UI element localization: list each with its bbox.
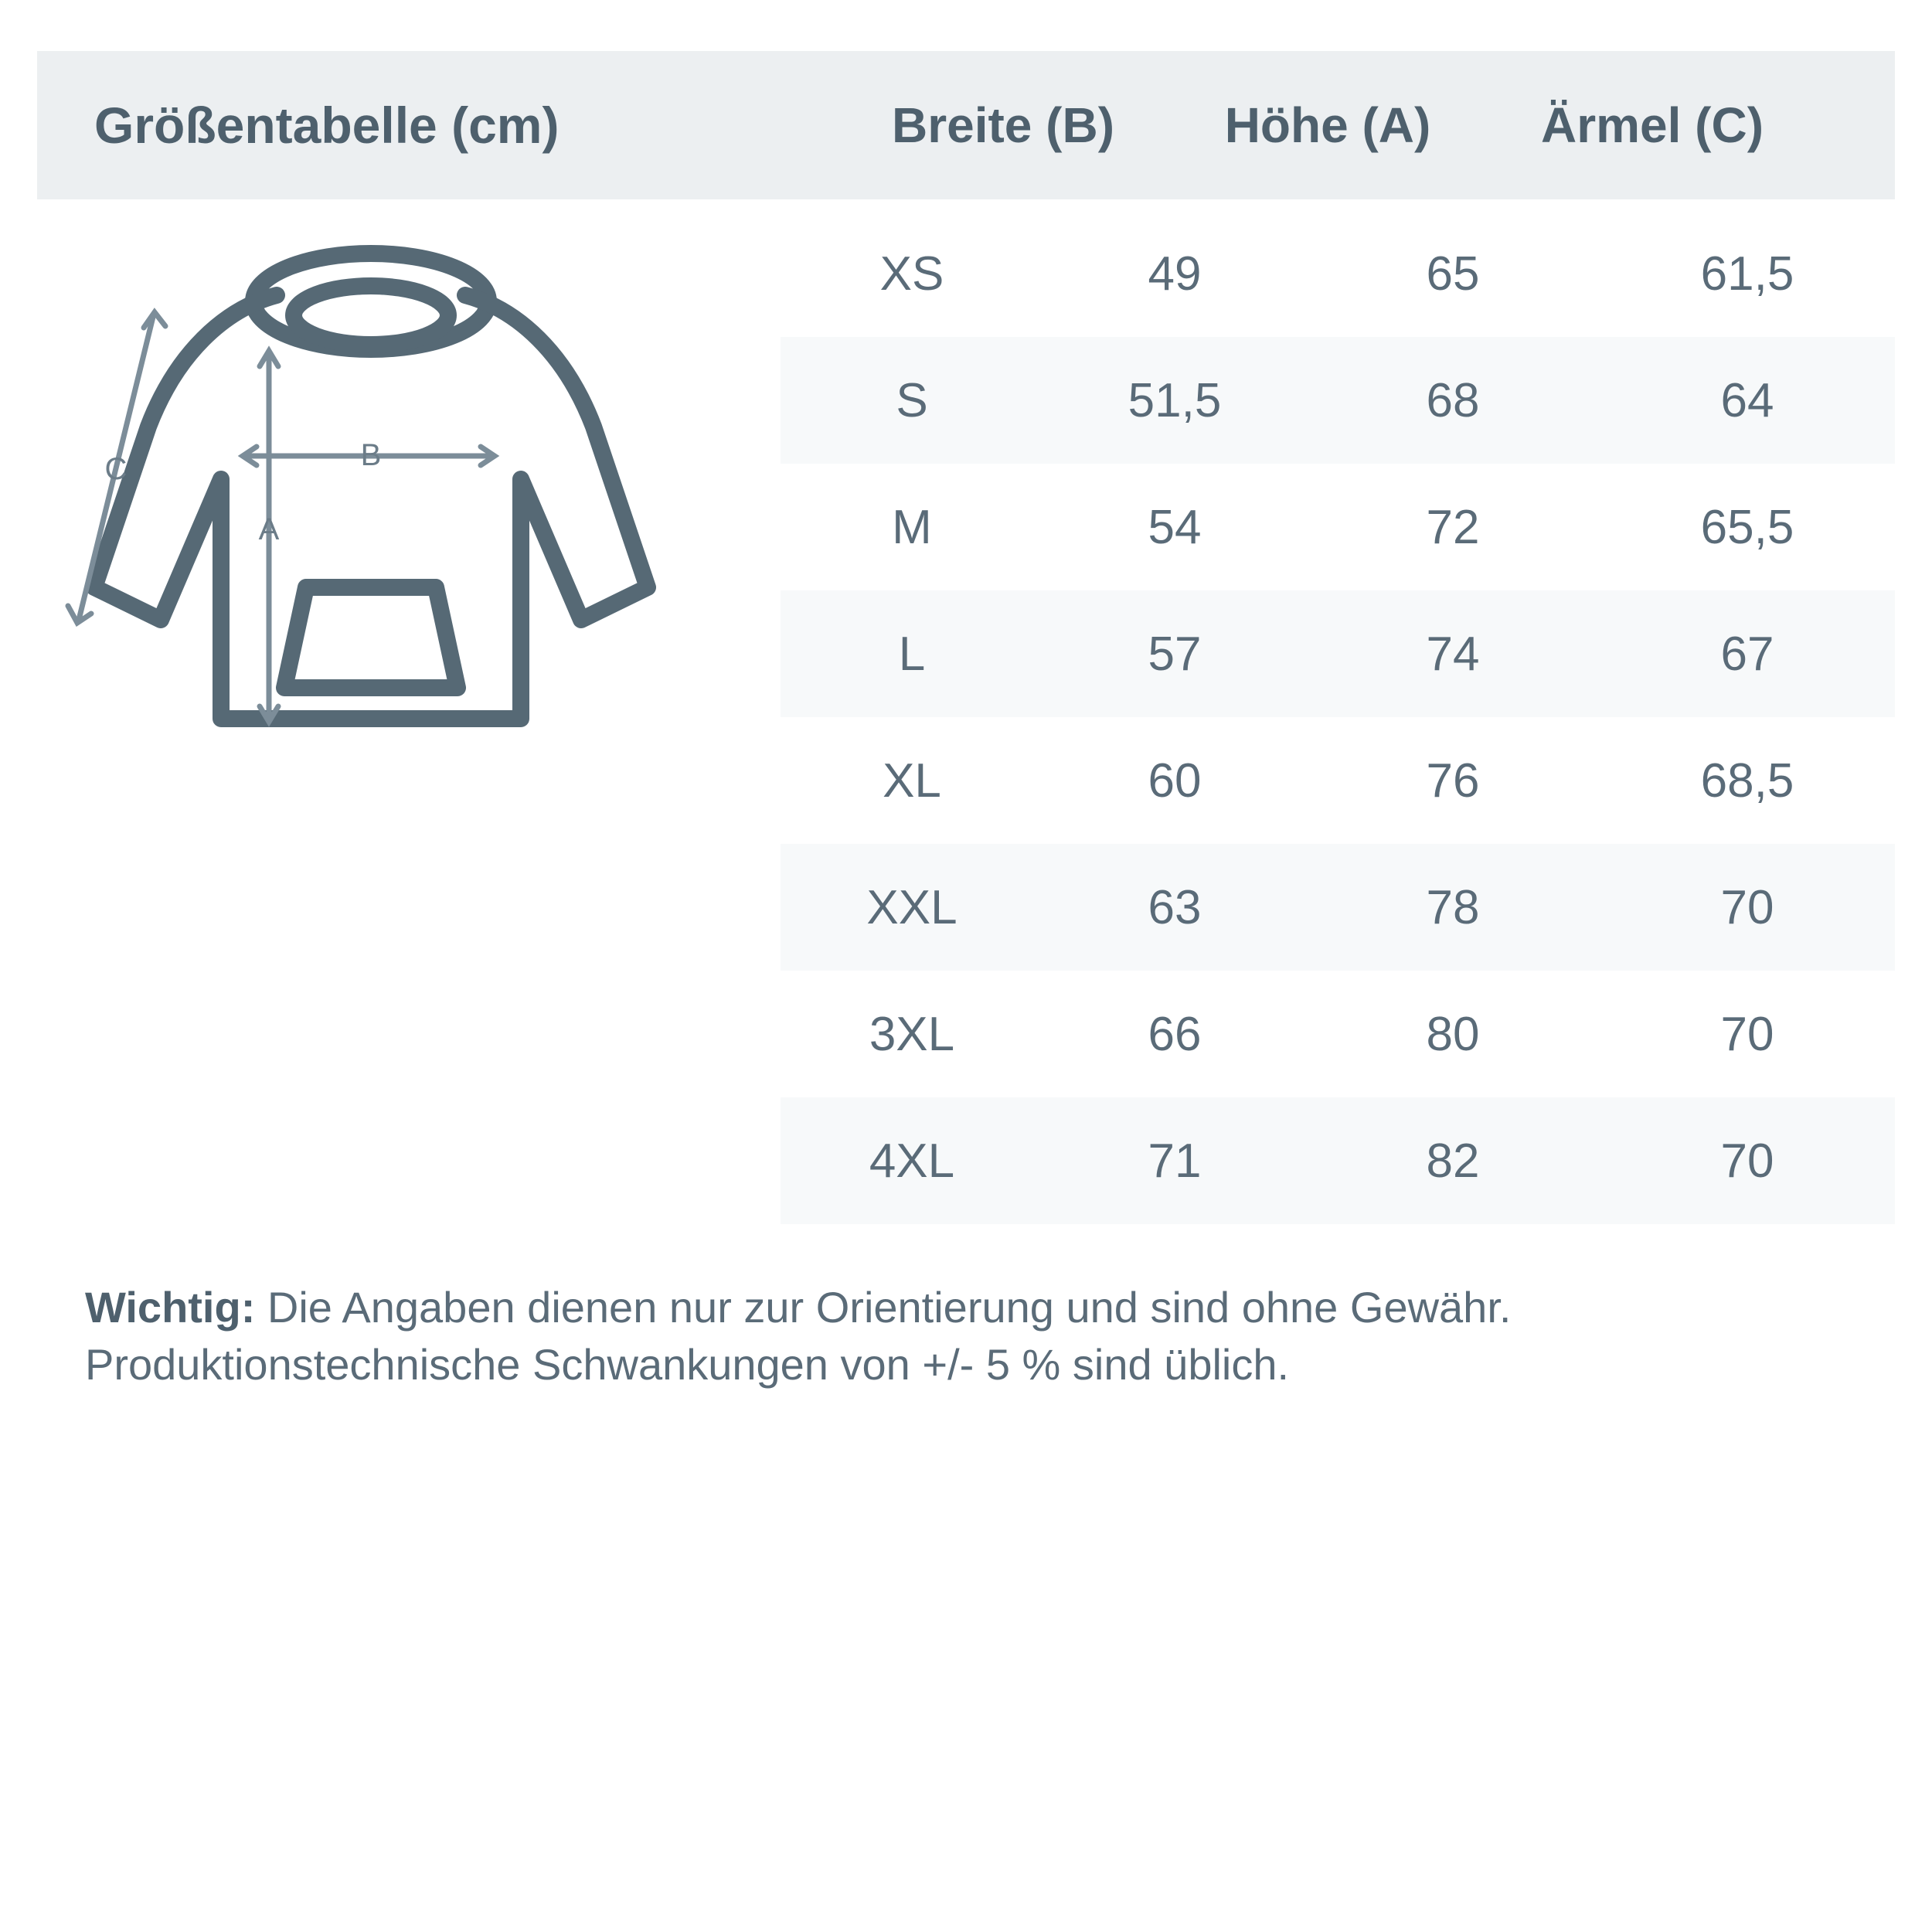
- cell-aermel: 70: [1720, 1134, 1774, 1188]
- footnote-label: Wichtig:: [85, 1283, 256, 1332]
- cell-size: XL: [883, 753, 941, 808]
- column-headers: [825, 51, 1895, 199]
- cell-hoehe: 68: [1426, 373, 1480, 427]
- cell-breite: 51,5: [1128, 373, 1222, 427]
- cell-aermel: 67: [1720, 627, 1774, 681]
- cell-size: 4XL: [869, 1134, 955, 1188]
- cell-size: XS: [879, 247, 944, 301]
- column-header-breite: Breite (B): [891, 97, 1115, 153]
- table-row: [781, 464, 1895, 590]
- cell-size: M: [892, 500, 932, 554]
- cell-aermel: 70: [1720, 1007, 1774, 1061]
- cell-hoehe: 76: [1426, 753, 1480, 808]
- column-header-aermel: Ärmel (C): [1540, 97, 1764, 153]
- table-row: [781, 590, 1895, 717]
- cell-size: S: [896, 373, 928, 427]
- hoodie-diagram: [62, 224, 757, 842]
- cell-breite: 71: [1148, 1134, 1202, 1188]
- footnote-line-1: Die Angaben dienen nur zur Orientierung und sind ohne Gewähr.: [255, 1283, 1512, 1332]
- table-header-band: [37, 51, 1895, 199]
- cell-breite: 63: [1148, 880, 1202, 934]
- table-row: [781, 844, 1895, 971]
- table-row: [781, 717, 1895, 844]
- cell-aermel: 68,5: [1700, 753, 1794, 808]
- cell-breite: 54: [1148, 500, 1202, 554]
- table-row: [781, 971, 1895, 1097]
- footnote-line-2: Produktionstechnische Schwankungen von +/- 5 % sind üblich.: [85, 1339, 1290, 1389]
- cell-breite: 49: [1148, 247, 1202, 301]
- table-row: [781, 1097, 1895, 1224]
- label-b: B: [360, 438, 382, 472]
- table-row: [781, 337, 1895, 464]
- cell-size: XXL: [866, 880, 957, 934]
- cell-aermel: 64: [1720, 373, 1774, 427]
- column-header-hoehe: Höhe (A): [1224, 97, 1431, 153]
- cell-hoehe: 82: [1426, 1134, 1480, 1188]
- page-title: Größentabelle (cm): [94, 97, 560, 154]
- cell-breite: 60: [1148, 753, 1202, 808]
- cell-aermel: 65,5: [1700, 500, 1794, 554]
- cell-breite: 57: [1148, 627, 1202, 681]
- cell-aermel: 70: [1720, 880, 1774, 934]
- label-c: C: [104, 452, 128, 486]
- cell-size: 3XL: [869, 1007, 955, 1061]
- footnote: [85, 1279, 1862, 1393]
- table-row: [781, 210, 1895, 337]
- cell-aermel: 61,5: [1700, 247, 1794, 301]
- cell-hoehe: 80: [1426, 1007, 1480, 1061]
- size-table: [781, 210, 1895, 1224]
- cell-size: L: [898, 627, 926, 681]
- cell-hoehe: 74: [1426, 627, 1480, 681]
- cell-breite: 66: [1148, 1007, 1202, 1061]
- label-a: A: [258, 512, 280, 546]
- cell-hoehe: 72: [1426, 500, 1480, 554]
- cell-hoehe: 65: [1426, 247, 1480, 301]
- cell-hoehe: 78: [1426, 880, 1480, 934]
